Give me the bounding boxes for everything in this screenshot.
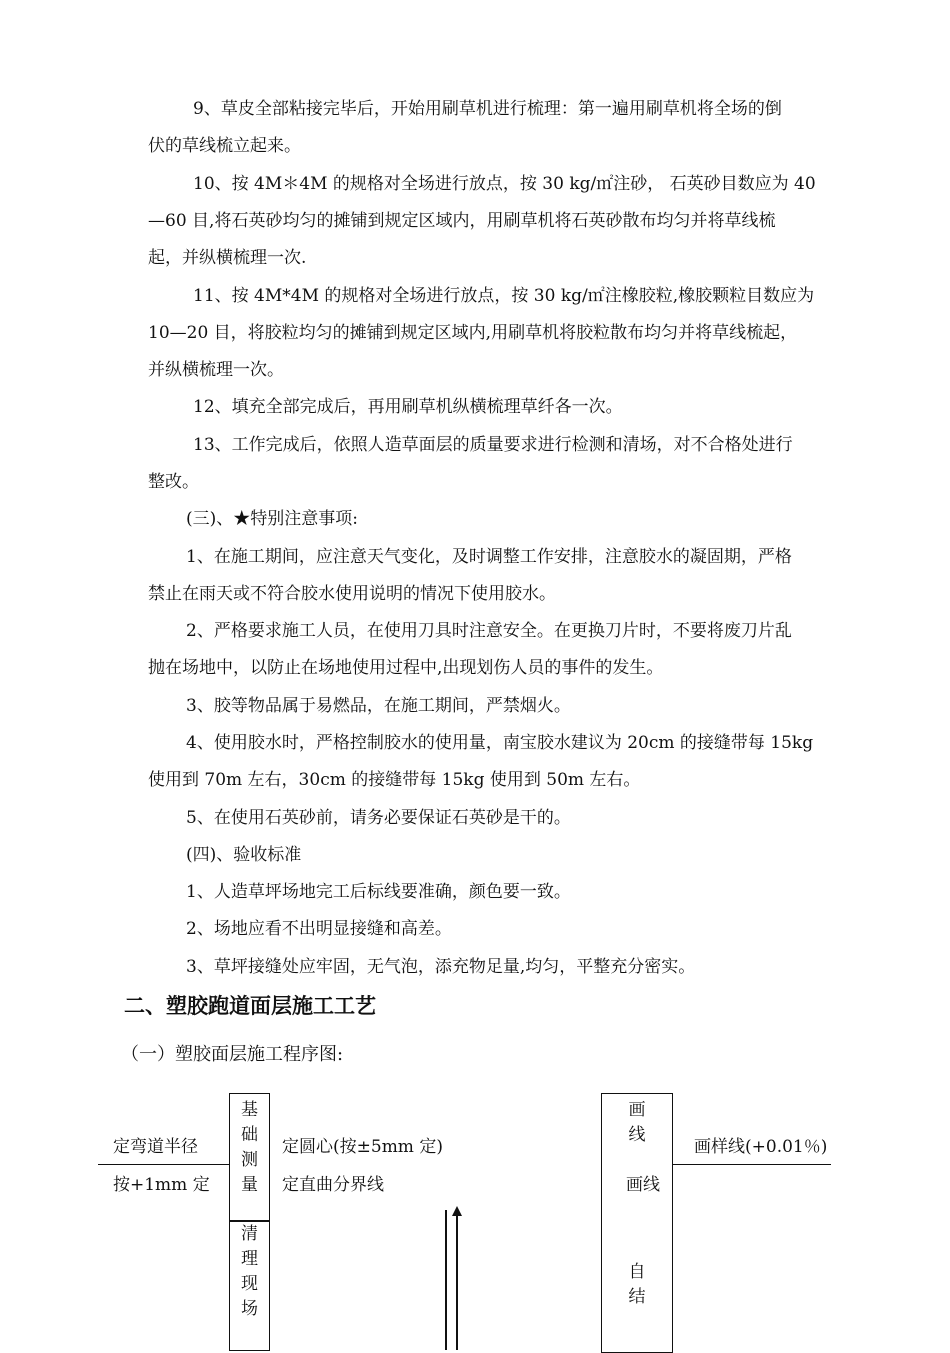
box-marking-text: 画 线	[628, 1100, 646, 1145]
subsection-title: （一）塑胶面层施工程序图:	[121, 1044, 344, 1065]
paragraph-line: 5、在使用石英砂前，请务必要保证石英砂是干的。	[186, 808, 571, 828]
left-label-top: 定弯道半径	[113, 1137, 198, 1157]
marking-label: 画线	[626, 1175, 660, 1195]
paragraph-heading: (三)、★特别注意事项:	[186, 509, 358, 529]
paragraph-line: 起，并纵横梳理一次.	[148, 248, 307, 268]
paragraph-line: 9、草皮全部粘接完毕后，开始用刷草机进行梳理：第一遍用刷草机将全场的倒	[193, 99, 782, 119]
paragraph-line: 1、人造草坪场地完工后标线要准确，颜色要一致。	[186, 882, 571, 902]
paragraph-line: 2、场地应看不出明显接缝和高差。	[186, 919, 452, 939]
paragraph-line: 2、严格要求施工人员，在使用刀具时注意安全。在更换刀片时，不要将废刀片乱	[186, 621, 792, 641]
paragraph-line: 10、按 4M＊4M 的规格对全场进行放点，按 30 kg/㎡注砂， 石英砂目数应为 40	[193, 174, 816, 194]
paragraph-line: 11、按 4M*4M 的规格对全场进行放点，按 30 kg/㎡注橡胶粒,橡胶颗粒目数应为	[193, 286, 815, 306]
paragraph-line: 3、草坪接缝处应牢固，无气泡，添充物足量,均匀，平整充分密实。	[186, 957, 696, 977]
box-clean-text: 清 理 现 场	[241, 1224, 258, 1319]
paragraph-line: 并纵横梳理一次。	[148, 360, 284, 380]
paragraph-line: 整改。	[148, 472, 199, 492]
flow-line-right	[456, 1215, 458, 1350]
paragraph-heading: (四)、验收标准	[186, 845, 302, 865]
paragraph-line: 3、胶等物品属于易燃品，在施工期间，严禁烟火。	[186, 696, 571, 716]
survey-note-1: 定圆心(按±5mm 定)	[282, 1137, 443, 1157]
section-title: 二、塑胶跑道面层施工工艺	[124, 994, 376, 1018]
paragraph-line: 1、在施工期间，应注意天气变化，及时调整工作安排，注意胶水的凝固期，严格	[186, 547, 792, 567]
paragraph-line: 4、使用胶水时，严格控制胶水的使用量，南宝胶水建议为 20cm 的接缝带每 15kg	[186, 733, 814, 753]
left-divider-line	[98, 1164, 230, 1165]
survey-note-2: 定直曲分界线	[282, 1175, 384, 1195]
left-label-bottom: 按+1mm 定	[113, 1175, 210, 1195]
paragraph-line: 禁止在雨天或不符合胶水使用说明的情况下使用胶水。	[148, 584, 556, 604]
paragraph-line: 使用到 70m 左右，30cm 的接缝带每 15kg 使用到 50m 左右。	[148, 770, 641, 790]
right-divider-line	[673, 1164, 831, 1165]
paragraph-line: —60 目,将石英砂均匀的摊铺到规定区域内，用刷草机将石英砂散布均匀并将草线梳	[148, 211, 776, 231]
paragraph-line: 12、填充全部完成后，再用刷草机纵横梳理草纤各一次。	[193, 397, 623, 417]
flow-arrow-up-icon	[452, 1206, 462, 1216]
right-label: 画样线(+0.01％)	[694, 1137, 828, 1157]
paragraph-line: 抛在场地中，以防止在场地使用过程中,出现划伤人员的事件的发生。	[148, 658, 664, 678]
paragraph-line: 13、工作完成后，依照人造草面层的质量要求进行检测和清场，对不合格处进行	[193, 435, 793, 455]
paragraph-line: 10—20 目，将胶粒均匀的摊铺到规定区域内,用刷草机将胶粒散布均匀并将草线梳起，	[148, 323, 798, 343]
paragraph-line: 伏的草线梳立起来。	[148, 136, 301, 156]
flow-line-left	[445, 1210, 447, 1350]
box-survey-text: 基 础 测 量	[241, 1100, 258, 1195]
self-label: 自 结	[628, 1262, 646, 1307]
